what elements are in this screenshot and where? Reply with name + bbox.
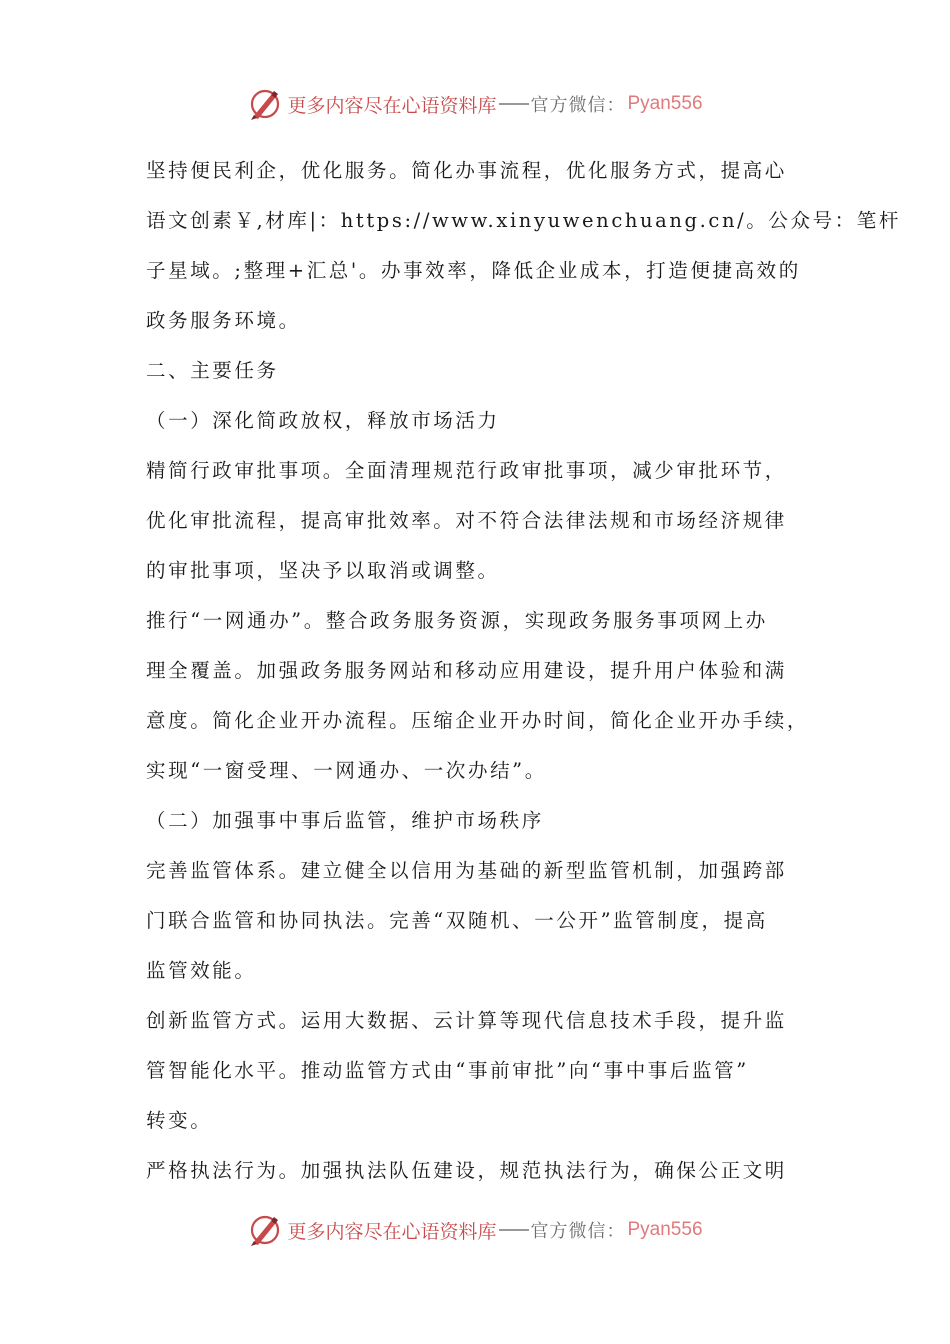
- text-line: 理全覆盖。加强政务服务网站和移动应用建设，提升用户体验和满: [146, 659, 787, 682]
- text-line: 转变。: [146, 1109, 213, 1132]
- footer-wechat-id: Pyan556: [627, 1219, 703, 1240]
- text-line: 的审批事项，坚决予以取消或调整。: [146, 559, 500, 582]
- text-line: 坚持便民利企，优化服务。简化办事流程，优化服务方式，提高心: [146, 159, 787, 182]
- text-line: 政务服务环境。: [146, 309, 301, 332]
- text-line: 门联合监管和协同执法。完善“双随机、一公开”监管制度，提高: [146, 909, 768, 932]
- document-body: [146, 146, 901, 1196]
- text-line: 意度。简化企业开办流程。压缩企业开办时间，简化企业开办手续，: [146, 709, 810, 732]
- text-line: 子星域。;整理+汇总'。办事效率，降低企业成本，打造便捷高效的: [146, 259, 801, 282]
- pen-logo-icon: [247, 1212, 283, 1248]
- text-line: 创新监管方式。运用大数据、云计算等现代信息技术手段，提升监: [146, 1009, 787, 1032]
- text-line: 优化审批流程，提高审批效率。对不符合法律法规和市场经济规律: [146, 509, 787, 532]
- header-dash: [499, 103, 529, 105]
- text-line: 推行“一网通办”。整合政务服务资源，实现政务服务事项网上办: [146, 609, 768, 632]
- text-line: 管智能化水平。推动监管方式由“事前审批”向“事中事后监管”: [146, 1059, 749, 1082]
- text-line: 实现“一窗受理、一网通办、一次办结”。: [146, 759, 547, 782]
- text-line: 监管效能。: [146, 959, 257, 982]
- header-banner: [0, 82, 950, 126]
- header-brand-text: 更多内容尽在心语资料库: [287, 94, 497, 117]
- text-line: 完善监管体系。建立健全以信用为基础的新型监管机制，加强跨部: [146, 859, 787, 882]
- footer-wechat-label: 官方微信：: [530, 1221, 626, 1242]
- text-line: 语文创素￥,材库|：https://www.xinyuwenchuang.cn/。公众号：笔杆: [146, 209, 901, 232]
- pen-logo-icon: [247, 86, 283, 122]
- subsection-heading: （一）深化简政放权，释放市场活力: [146, 409, 500, 432]
- footer-banner: [0, 1208, 950, 1252]
- footer-dash: [499, 1229, 529, 1231]
- subsection-heading: （二）加强事中事后监管，维护市场秩序: [146, 809, 544, 832]
- text-line: 精简行政审批事项。全面清理规范行政审批事项，减少审批环节，: [146, 459, 787, 482]
- header-wechat-id: Pyan556: [627, 93, 703, 114]
- header-wechat-label: 官方微信：: [530, 95, 626, 116]
- footer-brand-text: 更多内容尽在心语资料库: [287, 1220, 497, 1243]
- section-heading: 二、主要任务: [146, 359, 279, 382]
- text-line: 严格执法行为。加强执法队伍建设，规范执法行为，确保公正文明: [146, 1159, 787, 1182]
